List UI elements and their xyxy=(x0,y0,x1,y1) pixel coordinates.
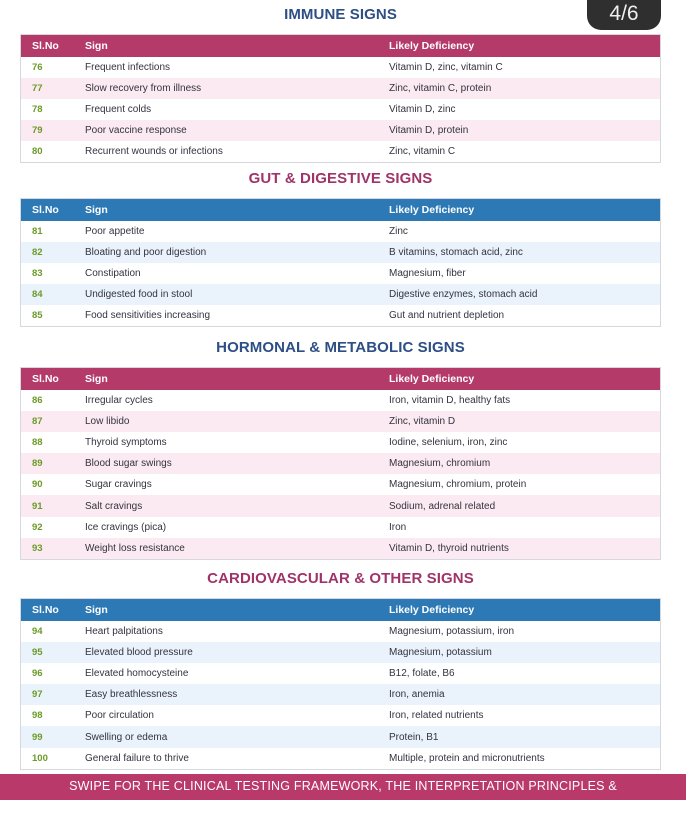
row-deficiency: Zinc, vitamin D xyxy=(389,416,456,428)
table-row xyxy=(21,141,660,162)
table-row xyxy=(21,495,660,516)
table-row xyxy=(21,748,660,769)
table-row xyxy=(21,242,660,263)
row-number: 84 xyxy=(32,289,43,301)
table-row xyxy=(21,474,660,495)
row-sign: Poor vaccine response xyxy=(85,125,187,137)
row-sign: Sugar cravings xyxy=(85,479,152,491)
row-number: 89 xyxy=(32,458,43,470)
immune-signs-section xyxy=(20,5,661,163)
footer-line-1: SWIPE FOR THE CLINICAL TESTING FRAMEWORK, THE INTERPRETATION PRINCIPLES & xyxy=(69,779,617,793)
section-title-hormonal: HORMONAL & METABOLIC SIGNS xyxy=(216,339,465,356)
row-number: 96 xyxy=(32,668,43,680)
row-deficiency: Iron, anemia xyxy=(389,689,445,701)
section-title-immune: IMMUNE SIGNS xyxy=(284,6,397,23)
row-deficiency: Iron xyxy=(389,521,407,533)
row-deficiency: Sodium, adrenal related xyxy=(389,500,496,512)
row-number: 93 xyxy=(32,542,43,554)
row-number: 97 xyxy=(32,689,43,701)
row-deficiency: Digestive enzymes, stomach acid xyxy=(389,289,538,301)
hormonal-metabolic-signs-section xyxy=(20,338,661,560)
column-header-deficiency: Likely Deficiency xyxy=(389,204,475,216)
row-number: 83 xyxy=(32,268,43,280)
table-header xyxy=(21,35,660,57)
column-header-no: Sl.No xyxy=(32,373,59,385)
table-row xyxy=(21,78,660,99)
row-deficiency: Zinc, vitamin C xyxy=(389,146,456,158)
row-number: 90 xyxy=(32,479,43,491)
table-row xyxy=(21,221,660,242)
gut-signs-table xyxy=(20,198,661,327)
table-row xyxy=(21,120,660,141)
table-row xyxy=(21,411,660,432)
row-deficiency: Magnesium, chromium, protein xyxy=(389,479,527,491)
row-sign: Recurrent wounds or infections xyxy=(85,146,223,158)
table-row xyxy=(21,284,660,305)
row-sign: Food sensitivities increasing xyxy=(85,310,211,322)
table-row xyxy=(21,263,660,284)
row-number: 91 xyxy=(32,500,43,512)
row-number: 82 xyxy=(32,247,43,259)
table-row xyxy=(21,705,660,726)
row-number: 85 xyxy=(32,310,43,322)
table-row xyxy=(21,663,660,684)
row-deficiency: Iodine, selenium, iron, zinc xyxy=(389,437,508,449)
row-sign: Ice cravings (pica) xyxy=(85,521,167,533)
row-sign: Bloating and poor digestion xyxy=(85,247,207,259)
row-deficiency: Protein, B1 xyxy=(389,731,439,743)
row-sign: Frequent infections xyxy=(85,62,171,74)
row-deficiency: B vitamins, stomach acid, zinc xyxy=(389,247,523,259)
row-number: 80 xyxy=(32,146,43,158)
row-deficiency: Magnesium, potassium xyxy=(389,647,492,659)
row-number: 92 xyxy=(32,521,43,533)
row-deficiency: B12, folate, B6 xyxy=(389,668,455,680)
row-number: 99 xyxy=(32,731,43,743)
row-deficiency: Magnesium, fiber xyxy=(389,268,466,280)
row-sign: Elevated blood pressure xyxy=(85,647,193,659)
row-sign: Slow recovery from illness xyxy=(85,83,202,95)
row-deficiency: Vitamin D, zinc xyxy=(389,104,456,116)
table-row xyxy=(21,390,660,411)
swipe-footer-banner xyxy=(0,774,686,814)
row-number: 88 xyxy=(32,437,43,449)
row-deficiency: Gut and nutrient depletion xyxy=(389,310,505,322)
row-sign: Weight loss resistance xyxy=(85,542,185,554)
row-sign: Low libido xyxy=(85,416,130,428)
row-sign: Frequent colds xyxy=(85,104,152,116)
row-sign: Swelling or edema xyxy=(85,731,168,743)
row-sign: Constipation xyxy=(85,268,141,280)
row-sign: Poor appetite xyxy=(85,226,145,238)
column-header-deficiency: Likely Deficiency xyxy=(389,373,475,385)
row-number: 86 xyxy=(32,395,43,407)
cardio-signs-table xyxy=(20,598,661,770)
row-number: 79 xyxy=(32,125,43,137)
row-deficiency: Multiple, protein and micronutrients xyxy=(389,752,545,764)
footer-line-2: COMMON PRACTITIONER MISTAKES xyxy=(229,800,457,814)
row-deficiency: Iron, related nutrients xyxy=(389,710,484,722)
row-number: 81 xyxy=(32,226,43,238)
table-body xyxy=(21,57,660,162)
row-number: 95 xyxy=(32,647,43,659)
table-row xyxy=(21,538,660,559)
cardiovascular-other-signs-section xyxy=(20,569,661,770)
table-body xyxy=(21,390,660,559)
column-header-sign: Sign xyxy=(85,204,108,216)
column-header-sign: Sign xyxy=(85,604,108,616)
table-header xyxy=(21,199,660,221)
row-number: 87 xyxy=(32,416,43,428)
row-sign: Salt cravings xyxy=(85,500,143,512)
hormonal-signs-table xyxy=(20,367,661,560)
row-sign: Undigested food in stool xyxy=(85,289,193,301)
column-header-deficiency: Likely Deficiency xyxy=(389,604,475,616)
row-deficiency: Magnesium, potassium, iron xyxy=(389,626,515,638)
column-header-no: Sl.No xyxy=(32,604,59,616)
row-sign: Irregular cycles xyxy=(85,395,153,407)
row-deficiency: Vitamin D, thyroid nutrients xyxy=(389,542,509,554)
gut-digestive-signs-section xyxy=(20,169,661,327)
column-header-sign: Sign xyxy=(85,373,108,385)
row-sign: Elevated homocysteine xyxy=(85,668,189,680)
section-title-gut: GUT & DIGESTIVE SIGNS xyxy=(248,170,433,187)
table-body xyxy=(21,221,660,326)
row-sign: Blood sugar swings xyxy=(85,458,172,470)
row-sign: Easy breathlessness xyxy=(85,689,178,701)
table-header xyxy=(21,599,660,621)
row-number: 98 xyxy=(32,710,43,722)
row-deficiency: Vitamin D, protein xyxy=(389,125,469,137)
table-row xyxy=(21,621,660,642)
table-row xyxy=(21,432,660,453)
table-row xyxy=(21,99,660,120)
table-body xyxy=(21,621,660,769)
table-row xyxy=(21,684,660,705)
immune-signs-table xyxy=(20,34,661,163)
row-number: 100 xyxy=(32,752,48,764)
row-sign: General failure to thrive xyxy=(85,752,189,764)
table-row xyxy=(21,57,660,78)
table-row xyxy=(21,642,660,663)
row-deficiency: Zinc xyxy=(389,226,408,238)
row-sign: Thyroid symptoms xyxy=(85,437,167,449)
table-row xyxy=(21,726,660,747)
row-number: 77 xyxy=(32,83,43,95)
row-deficiency: Iron, vitamin D, healthy fats xyxy=(389,395,511,407)
row-deficiency: Zinc, vitamin C, protein xyxy=(389,83,492,95)
table-row xyxy=(21,453,660,474)
row-number: 94 xyxy=(32,626,43,638)
row-deficiency: Magnesium, chromium xyxy=(389,458,491,470)
table-row xyxy=(21,517,660,538)
column-header-no: Sl.No xyxy=(32,204,59,216)
section-title-cardio: CARDIOVASCULAR & OTHER SIGNS xyxy=(207,570,474,587)
table-header xyxy=(21,368,660,390)
row-sign: Heart palpitations xyxy=(85,626,163,638)
table-row xyxy=(21,305,660,326)
page-counter-badge: 4/6 xyxy=(587,0,661,30)
row-number: 76 xyxy=(32,62,43,74)
column-header-no: Sl.No xyxy=(32,40,59,52)
column-header-deficiency: Likely Deficiency xyxy=(389,40,475,52)
row-deficiency: Vitamin D, zinc, vitamin C xyxy=(389,62,503,74)
row-sign: Poor circulation xyxy=(85,710,154,722)
row-number: 78 xyxy=(32,104,43,116)
column-header-sign: Sign xyxy=(85,40,108,52)
